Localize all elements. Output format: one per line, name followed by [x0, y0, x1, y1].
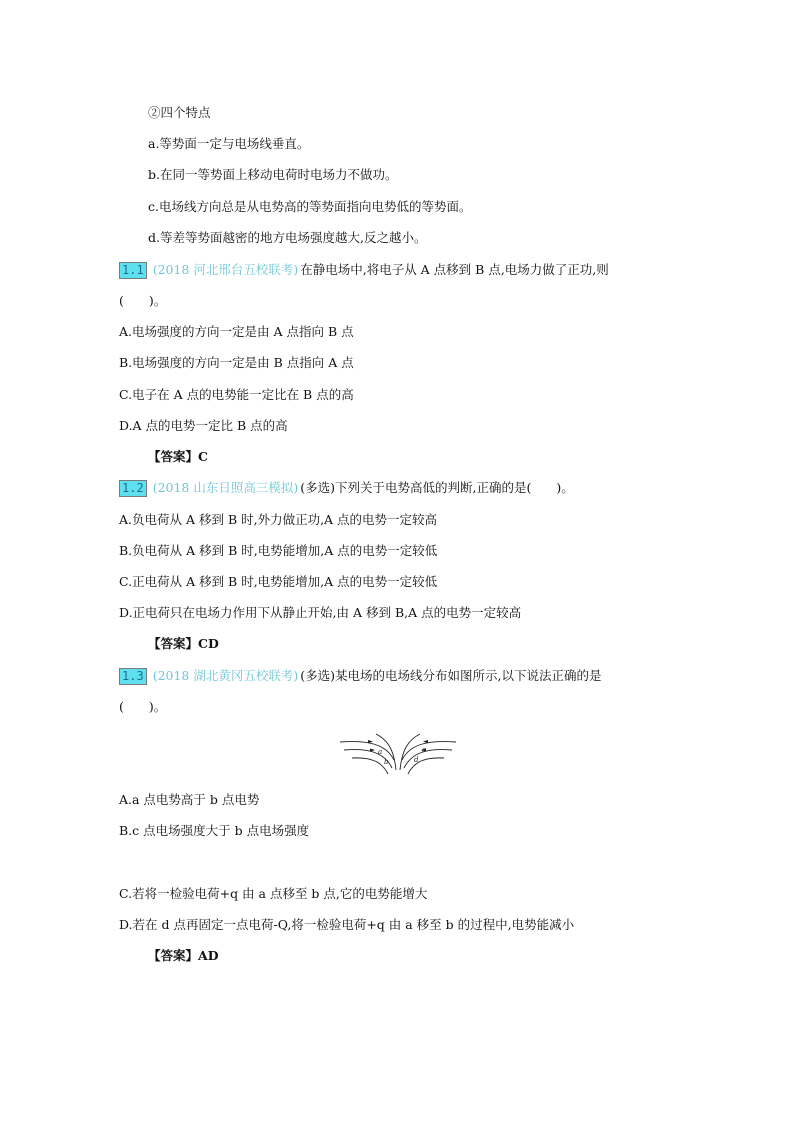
question-source: (2018 山东日照高三模拟): [152, 480, 299, 495]
option-a: A.负电荷从 A 移到 B 时,外力做正功,A 点的电势一定较高: [119, 512, 438, 527]
field-line: [400, 734, 420, 770]
question-1-1-bracket: ( )。: [119, 293, 167, 308]
question-source: (2018 湖北黄冈五校联考): [152, 668, 299, 683]
question-1-1-stem: [119, 261, 609, 279]
question-source: (2018 河北邢台五校联考): [152, 262, 299, 277]
question-1-2-stem: [119, 479, 574, 497]
point-label-a: a: [378, 748, 383, 756]
question-text: 在静电场中,将电子从 A 点移到 B 点,电场力做了正功,则: [300, 262, 609, 277]
question-text: (多选)下列关于电势高低的判断,正确的是( )。: [300, 480, 574, 495]
option-d: D.正电荷只在电场力作用下从静止开始,由 A 移到 B,A 点的电势一定较高: [119, 605, 522, 620]
option-c: C.正电荷从 A 移到 B 时,电势能增加,A 点的电势一定较低: [119, 574, 438, 589]
option-b: B.负电荷从 A 移到 B 时,电势能增加,A 点的电势一定较低: [119, 543, 438, 558]
question-number-badge: 1.2: [119, 480, 147, 497]
point-label-b: b: [384, 758, 389, 766]
point-a: a.等势面一定与电场线垂直。: [148, 136, 310, 151]
point-d: d.等差等势面越密的地方电场强度越大,反之越小。: [148, 230, 427, 245]
question-number-badge: 1.3: [119, 668, 147, 685]
option-c: C.电子在 A 点的电势能一定比在 B 点的高: [119, 387, 354, 402]
point-c: c.电场线方向总是从电势高的等势面指向电势低的等势面。: [148, 199, 472, 214]
answer: 【答案】AD: [148, 948, 219, 963]
option-d: D.A 点的电势一定比 B 点的高: [119, 418, 288, 433]
option-a: A.a 点电势高于 b 点电势: [119, 792, 260, 807]
answer: 【答案】CD: [148, 636, 219, 651]
question-1-3-stem: [119, 667, 601, 685]
section-heading: ②四个特点: [148, 105, 211, 120]
point-b: b.在同一等势面上移动电荷时电场力不做功。: [148, 167, 398, 182]
question-text: (多选)某电场的电场线分布如图所示,以下说法正确的是: [300, 668, 602, 683]
electric-field-lines-figure: [338, 730, 458, 776]
field-line: [352, 758, 388, 774]
option-c: C.若将一检验电荷+q 由 a 点移至 b 点,它的电势能增大: [119, 886, 428, 901]
answer: 【答案】C: [148, 449, 208, 464]
question-number-badge: 1.1: [119, 262, 147, 279]
question-1-3-bracket: ( )。: [119, 699, 167, 714]
option-b: B.电场强度的方向一定是由 B 点指向 A 点: [119, 355, 354, 370]
option-d: D.若在 d 点再固定一点电荷-Q,将一检验电荷+q 由 a 移至 b 的过程中,电势能减小: [119, 917, 575, 932]
point-label-c: c: [422, 746, 426, 754]
option-a: A.电场强度的方向一定是由 A 点指向 B 点: [119, 324, 354, 339]
option-b: B.c 点电场强度大于 b 点电场强度: [119, 823, 310, 838]
point-label-d: d: [414, 756, 419, 764]
